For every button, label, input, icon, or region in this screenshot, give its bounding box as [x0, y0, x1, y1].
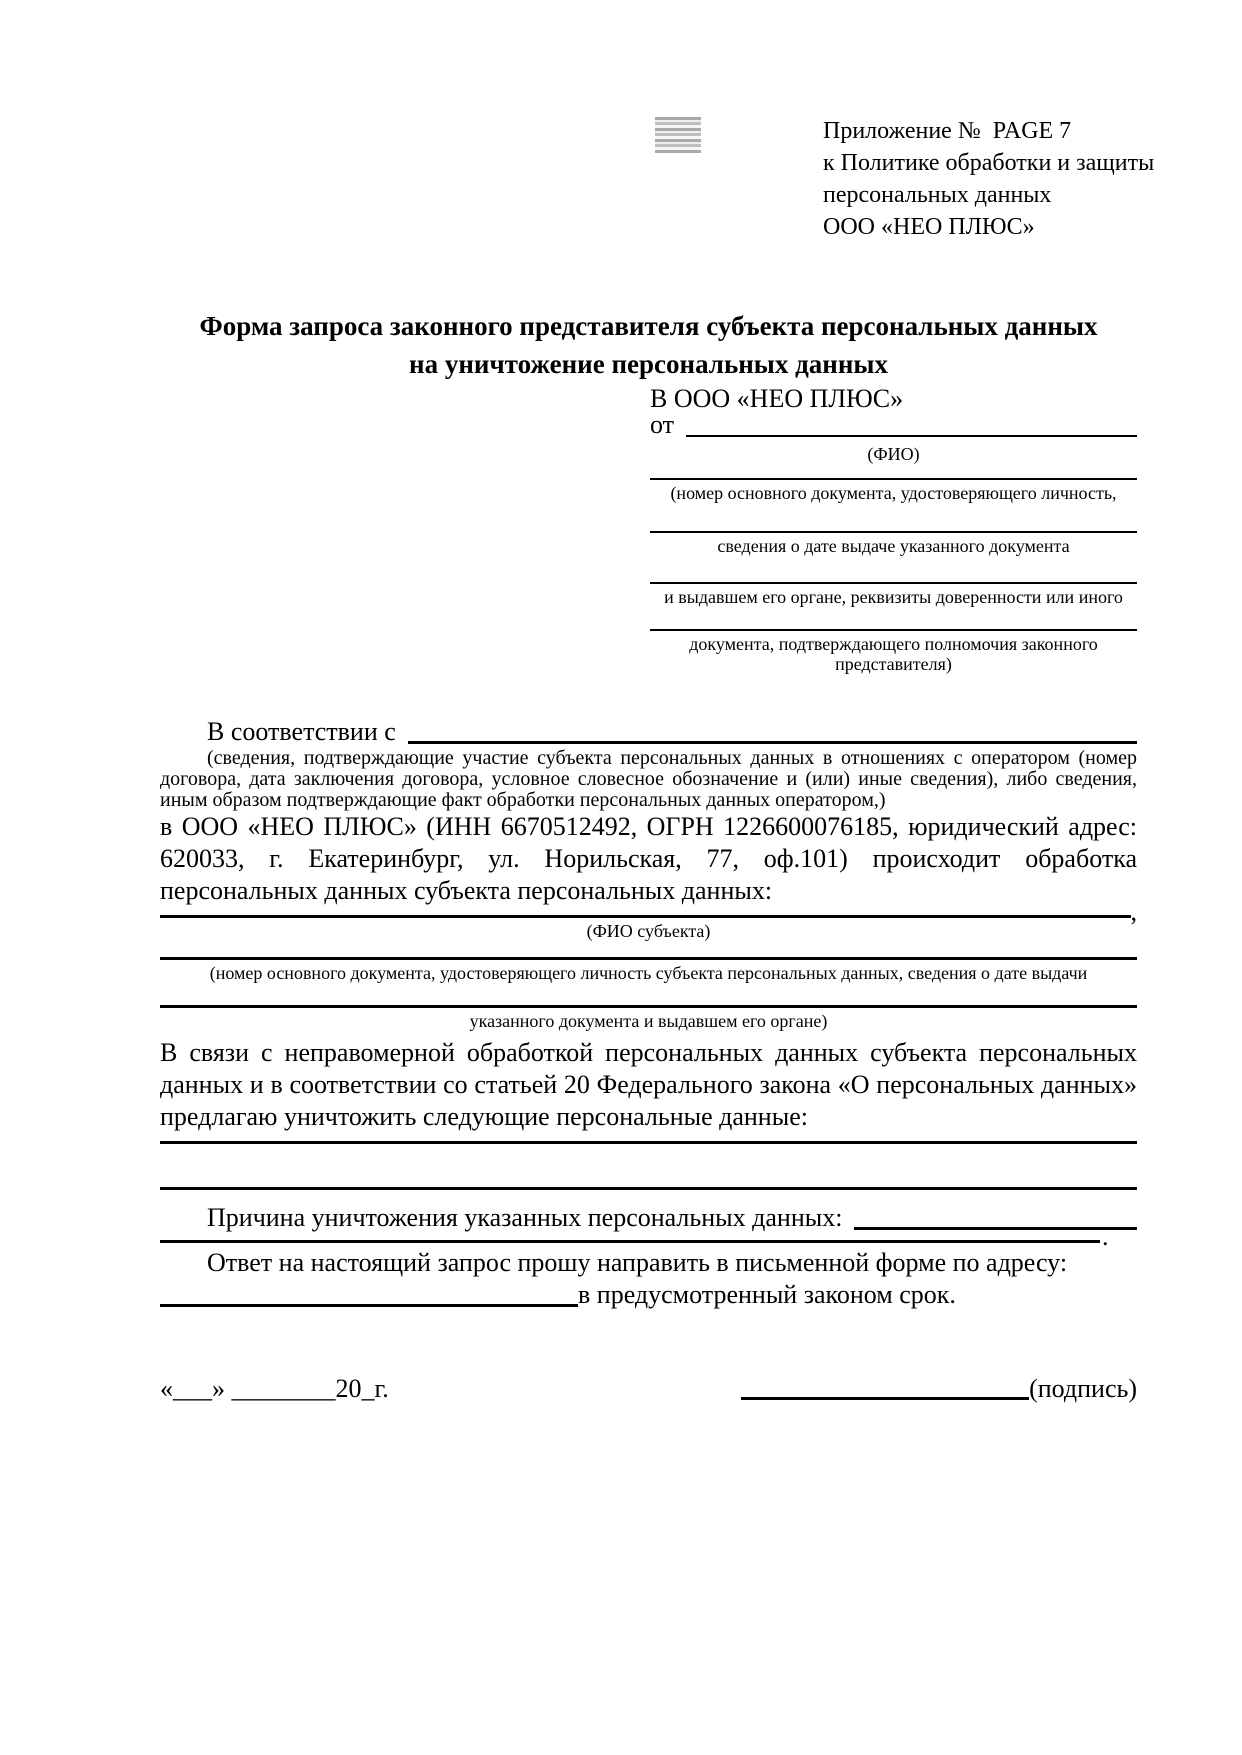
- fio-caption: (ФИО): [867, 444, 920, 464]
- reply-request-line: Ответ на настоящий запрос прошу направить в письменной форме по адресу:: [207, 1248, 1068, 1277]
- addressee-organization: В ООО «НЕО ПЛЮС»: [650, 384, 904, 413]
- doc-caption-3: и выдавшем его органе, реквизиты доверенности или иного: [664, 587, 1123, 607]
- reason-trailing-period: .: [1102, 1222, 1109, 1251]
- reason-continuation-row: [160, 1222, 1137, 1251]
- accordance-row: [160, 716, 1137, 748]
- signature-caption: (подпись): [1029, 1374, 1137, 1403]
- title-line-2: на уничтожение персональных данных: [409, 349, 888, 379]
- reason-continuation-blank-line: [160, 1234, 1100, 1243]
- destruction-data-blank-line-2: [160, 1144, 1137, 1190]
- header-line-company: ООО «НЕО ПЛЮС»: [823, 214, 1035, 240]
- title-line-1: Форма запроса законного представителя субъекта персональных данных: [199, 311, 1098, 341]
- header-line-appendix: Приложение № PAGE 7: [823, 118, 1072, 144]
- doc-blank-line-4: [650, 607, 1137, 631]
- from-row: [650, 410, 1137, 441]
- subject-doc-blank-line-1: [160, 941, 1137, 960]
- subject-doc-caption-2: указанного документа и выдавшем его органе): [469, 1011, 828, 1031]
- doc-caption-4: документа, подтверждающего полномочия законного представителя): [689, 634, 1098, 674]
- reply-address-row: [160, 1279, 1137, 1311]
- header-line-personal-data: персональных данных: [823, 182, 1052, 208]
- destruction-data-blank-line-1: [160, 1133, 1137, 1144]
- subject-doc-caption-1: (номер основного документа, удостоверяющего личность субъекта персональных данных, сведения о дате выдачи: [209, 963, 1088, 983]
- fio-blank-line: [686, 435, 1137, 437]
- subject-fio-blank-line: [160, 907, 1131, 918]
- subject-fio-blank-row: [160, 897, 1137, 926]
- document-content: [160, 0, 1155, 1405]
- doc-caption-2: сведения о дате выдаче указанного документа: [717, 536, 1070, 556]
- doc-caption-1: (номер основного документа, удостоверяющего личность,: [670, 483, 1117, 503]
- subject-fio-caption: (ФИО субъекта): [586, 921, 711, 941]
- header-line-policy: к Политике обработки и защиты: [823, 150, 1155, 176]
- header-block: [823, 0, 1155, 243]
- document-title: [160, 307, 1137, 383]
- accordance-blank-line: [408, 741, 1137, 744]
- doc-blank-line-3: [650, 556, 1137, 584]
- reason-row: [160, 1202, 1137, 1234]
- operator-paragraph: в ООО «НЕО ПЛЮС» (ИНН 6670512492, ОГРН 1226600076185, юридический адрес: 620033, г. Екатеринбург, ул. Норильская, 77, оф.101) происходит обработка персональных данных субъекта персональных данных:: [160, 812, 1137, 905]
- reason-blank-line: [854, 1227, 1137, 1230]
- accordance-note: (сведения, подтверждающие участие субъекта персональных данных в отношениях с оператором (номер договора, дата заключения договора, условное словесное обозначение и (или) иные сведения), либо сведения, иным образом подтверждающие факт обработки персональных данных оператором,): [160, 747, 1137, 811]
- reply-address-blank-line: [160, 1304, 578, 1307]
- accordance-lead: В соответствии с: [207, 717, 396, 746]
- subject-doc-blank-line-2: [160, 983, 1137, 1008]
- doc-blank-line-1: [650, 464, 1137, 480]
- addressee-block: [650, 383, 1137, 674]
- signature-blank-line: [741, 1397, 1029, 1400]
- footer-row: [160, 1373, 1137, 1405]
- signature-group: [741, 1373, 1137, 1405]
- reason-label: Причина уничтожения указанных персональных данных:: [207, 1203, 843, 1232]
- destruction-request-paragraph: В связи с неправомерной обработкой персональных данных субъекта персональных данных и в соответствии со статьей 20 Федерального закона «О персональных данных» предлагаю уничтожить следующие персональные данные:: [160, 1038, 1137, 1131]
- reply-tail-text: в предусмотренный законом срок.: [578, 1280, 956, 1309]
- from-label: от: [650, 410, 675, 439]
- doc-blank-line-2: [650, 503, 1137, 533]
- subject-trailing-comma: ,: [1130, 897, 1137, 926]
- date-line: «___» ________20_г.: [160, 1374, 389, 1403]
